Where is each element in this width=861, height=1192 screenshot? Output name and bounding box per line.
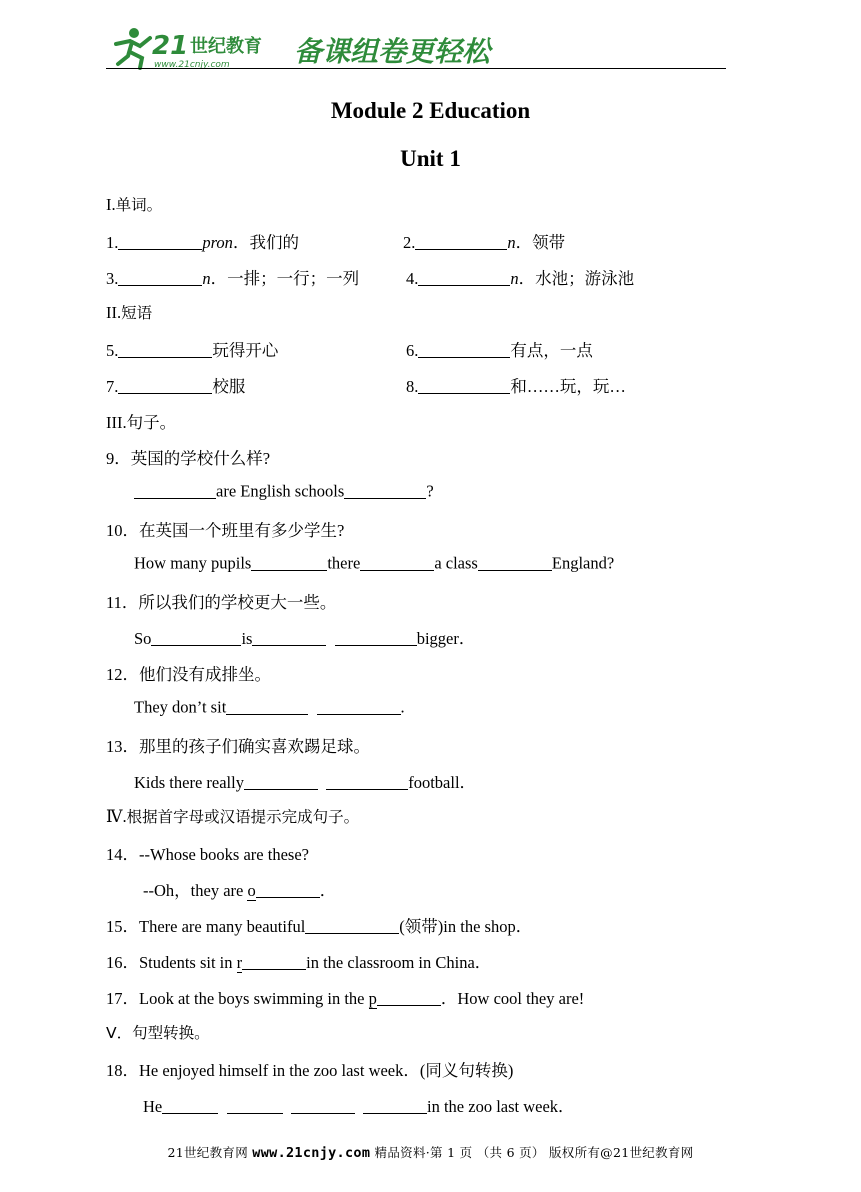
answer-blank[interactable]: [227, 1097, 283, 1115]
answer-blank[interactable]: [335, 629, 417, 647]
question-5: 5. 玩得开心: [106, 341, 279, 360]
answer-blank[interactable]: [151, 629, 241, 647]
section-4-heading: Ⅳ.根据首字母或汉语提示完成句子。: [106, 807, 360, 826]
answer-blank[interactable]: [118, 341, 212, 359]
question-15: 15．There are many beautiful (领带)in the shop．: [106, 917, 533, 936]
question-14-answer: --Oh，they are o ．: [143, 881, 337, 900]
section-1-heading: I.单词。: [106, 195, 163, 214]
header-logo: [106, 24, 526, 72]
question-11-answer: So is bigger．: [134, 629, 476, 648]
question-8: 8. 和……玩，玩…: [406, 377, 626, 396]
question-17: 17．Look at the boys swimming in the p ．How cool they are!: [106, 989, 585, 1008]
question-9-answer: are English schools ?: [134, 481, 434, 502]
header-slogan: 备课组卷更轻松: [294, 35, 491, 68]
question-18-answer: He in the zoo last week．: [143, 1097, 575, 1116]
module-title: Module 2 Education: [330, 98, 531, 123]
answer-blank[interactable]: [291, 1097, 355, 1115]
question-1: 1. pron．我们的: [106, 233, 299, 252]
question-18-prompt: 18．He enjoyed himself in the zoo last week．(同义句转换): [106, 1061, 514, 1080]
answer-blank[interactable]: [418, 341, 510, 359]
question-3: 3. n．一排；一行；一列: [106, 269, 360, 288]
section-3-heading: III.句子。: [106, 413, 177, 432]
answer-blank[interactable]: [162, 1097, 218, 1115]
section-5-heading: V．句型转换。: [106, 1024, 210, 1042]
answer-blank[interactable]: [305, 917, 399, 935]
answer-blank[interactable]: [251, 553, 327, 571]
answer-blank[interactable]: [256, 881, 320, 899]
hint-letter: o: [247, 881, 256, 900]
unit-title: Unit 1: [400, 146, 461, 171]
header-rule: [106, 68, 726, 69]
answer-blank[interactable]: [242, 953, 306, 971]
question-9-prompt: 9．英国的学校什么样?: [106, 449, 271, 468]
question-7: 7. 校服: [106, 377, 246, 396]
logo-url: www.21cnjy.com: [154, 60, 230, 70]
answer-blank[interactable]: [415, 233, 507, 251]
hint-letter: p: [368, 989, 377, 1008]
section-2-heading: II.短语: [106, 303, 153, 322]
answer-blank[interactable]: [226, 697, 308, 715]
answer-blank[interactable]: [326, 773, 408, 791]
question-2: 2. n．领带: [403, 233, 566, 252]
question-12-prompt: 12．他们没有成排坐。: [106, 665, 271, 684]
answer-blank[interactable]: [118, 269, 202, 287]
question-10-answer: How many pupils there a class England?: [134, 553, 615, 573]
logo-number: 21: [152, 31, 189, 61]
page-footer: 21世纪教育网 www.21cnjy.com 精品资料·第 1 页 （共 6 页） 版权所有@21世纪教育网: [167, 1145, 694, 1161]
answer-blank[interactable]: [363, 1097, 427, 1115]
question-12-answer: They don’t sit .: [134, 697, 405, 717]
question-4: 4. n．水池；游泳池: [406, 269, 635, 288]
question-13-answer: Kids there really football．: [134, 773, 477, 792]
answer-blank[interactable]: [377, 989, 441, 1007]
runner-icon: [116, 28, 150, 68]
question-10-prompt: 10．在英国一个班里有多少学生?: [106, 521, 345, 540]
answer-blank[interactable]: [418, 377, 510, 395]
hint-letter: r: [236, 953, 243, 972]
question-16: 16．Students sit in r in the classroom in China．: [106, 953, 492, 972]
answer-blank[interactable]: [134, 481, 216, 499]
question-14-prompt: 14．--Whose books are these?: [106, 845, 309, 864]
answer-blank[interactable]: [360, 553, 434, 571]
answer-blank[interactable]: [118, 377, 212, 395]
answer-blank[interactable]: [344, 481, 426, 499]
answer-blank[interactable]: [118, 233, 202, 251]
footer-url[interactable]: www.21cnjy.com: [252, 1145, 371, 1161]
logo-cn: 世纪教育: [190, 36, 262, 57]
answer-blank[interactable]: [252, 629, 326, 647]
answer-blank[interactable]: [317, 697, 401, 715]
question-13-prompt: 13．那里的孩子们确实喜欢踢足球。: [106, 737, 370, 756]
answer-blank[interactable]: [244, 773, 318, 791]
answer-blank[interactable]: [418, 269, 510, 287]
question-11-prompt: 11．所以我们的学校更大一些。: [106, 593, 337, 612]
question-6: 6. 有点，一点: [406, 341, 593, 360]
answer-blank[interactable]: [478, 553, 552, 571]
